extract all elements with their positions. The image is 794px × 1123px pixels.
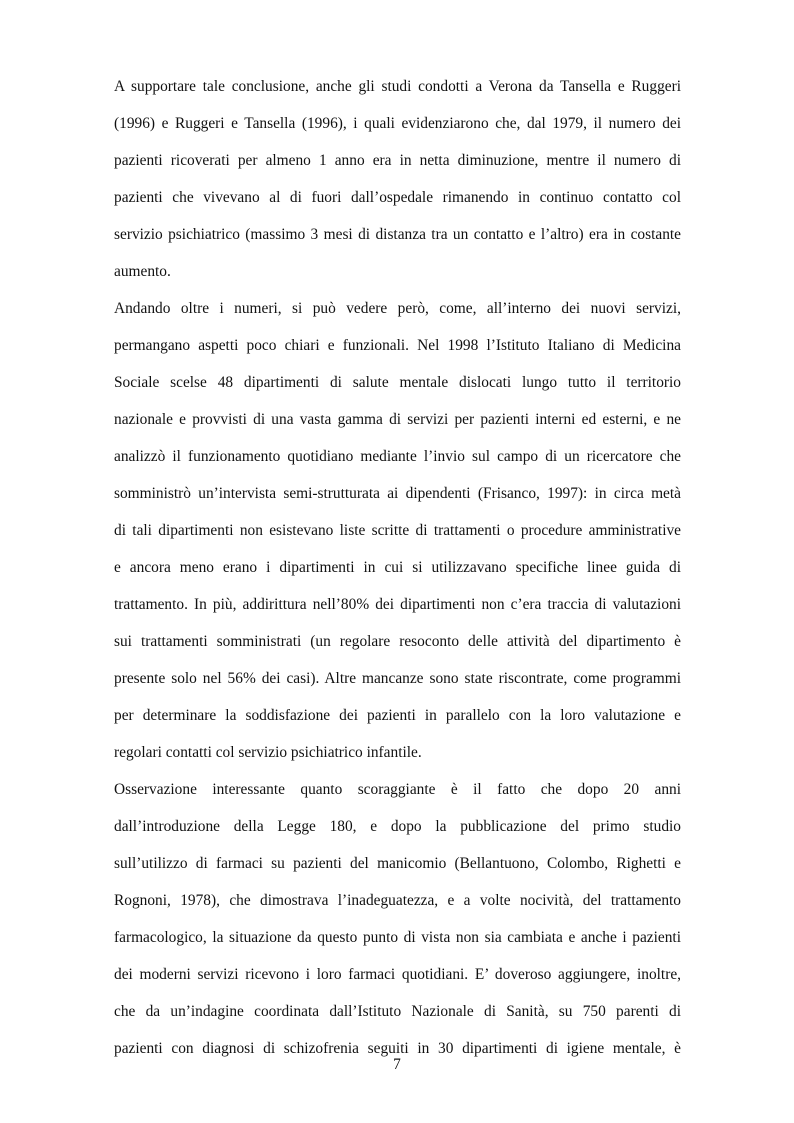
page-body <box>114 68 681 1067</box>
text-line: dall’introduzione della Legge 180, e dopo la pubblicazione del primo studio <box>114 818 681 835</box>
page-number: 7 <box>393 1056 401 1073</box>
text-line: servizio psichiatrico (massimo 3 mesi di distanza tra un contatto e l’altro) era in costante <box>114 226 681 243</box>
text-line: Sociale scelse 48 dipartimenti di salute mentale dislocati lungo tutto il territorio <box>114 374 681 391</box>
text-line: farmacologico, la situazione da questo punto di vista non sia cambiata e anche i pazienti <box>114 929 681 946</box>
text-line: di tali dipartimenti non esistevano liste scritte di trattamenti o procedure amministrative <box>114 522 681 539</box>
text-line: sui trattamenti somministrati (un regolare resoconto delle attività del dipartimento è <box>114 633 681 650</box>
text-line: Osservazione interessante quanto scoraggiante è il fatto che dopo 20 anni <box>114 781 681 798</box>
text-line: per determinare la soddisfazione dei pazienti in parallelo con la loro valutazione e <box>114 707 681 724</box>
text-line: trattamento. In più, addirittura nell’80% dei dipartimenti non c’era traccia di valutazioni <box>114 596 681 613</box>
text-line: pazienti che vivevano al di fuori dall’ospedale rimanendo in continuo contatto col <box>114 189 681 206</box>
text-line: Rognoni, 1978), che dimostrava l’inadeguatezza, e a volte nocività, del trattamento <box>114 892 681 909</box>
text-line: che da un’indagine coordinata dall’Istituto Nazionale di Sanità, su 750 parenti di <box>114 1003 681 1020</box>
text-line: dei moderni servizi ricevono i loro farmaci quotidiani. E’ doveroso aggiungere, inoltre, <box>114 966 681 983</box>
text-line: A supportare tale conclusione, anche gli studi condotti a Verona da Tansella e Ruggeri <box>114 78 681 95</box>
text-line: nazionale e provvisti di una vasta gamma di servizi per pazienti interni ed esterni, e ne <box>114 411 681 428</box>
text-line: aumento. <box>114 263 171 280</box>
paragraph-3 <box>114 771 681 1067</box>
paragraph-2 <box>114 290 681 771</box>
text-line: (1996) e Ruggeri e Tansella (1996), i quali evidenziarono che, dal 1979, il numero dei <box>114 115 681 132</box>
text-line: pazienti ricoverati per almeno 1 anno era in netta diminuzione, mentre il numero di <box>114 152 681 169</box>
text-line: sull’utilizzo di farmaci su pazienti del manicomio (Bellantuono, Colombo, Righetti e <box>114 855 681 872</box>
text-line: pazienti con diagnosi di schizofrenia seguiti in 30 dipartimenti di igiene mentale, è <box>114 1040 681 1057</box>
text-line: permangano aspetti poco chiari e funzionali. Nel 1998 l’Istituto Italiano di Medicina <box>114 337 681 354</box>
text-line: regolari contatti col servizio psichiatrico infantile. <box>114 744 422 761</box>
text-line: e ancora meno erano i dipartimenti in cui si utilizzavano specifiche linee guida di <box>114 559 681 576</box>
paragraph-1 <box>114 68 681 290</box>
text-line: somministrò un’intervista semi-strutturata ai dipendenti (Frisanco, 1997): in circa metà <box>114 485 681 502</box>
text-line: Andando oltre i numeri, si può vedere però, come, all’interno dei nuovi servizi, <box>114 300 681 317</box>
text-line: analizzò il funzionamento quotidiano mediante l’invio sul campo di un ricercatore che <box>114 448 681 465</box>
text-line: presente solo nel 56% dei casi). Altre mancanze sono state riscontrate, come programmi <box>114 670 681 687</box>
